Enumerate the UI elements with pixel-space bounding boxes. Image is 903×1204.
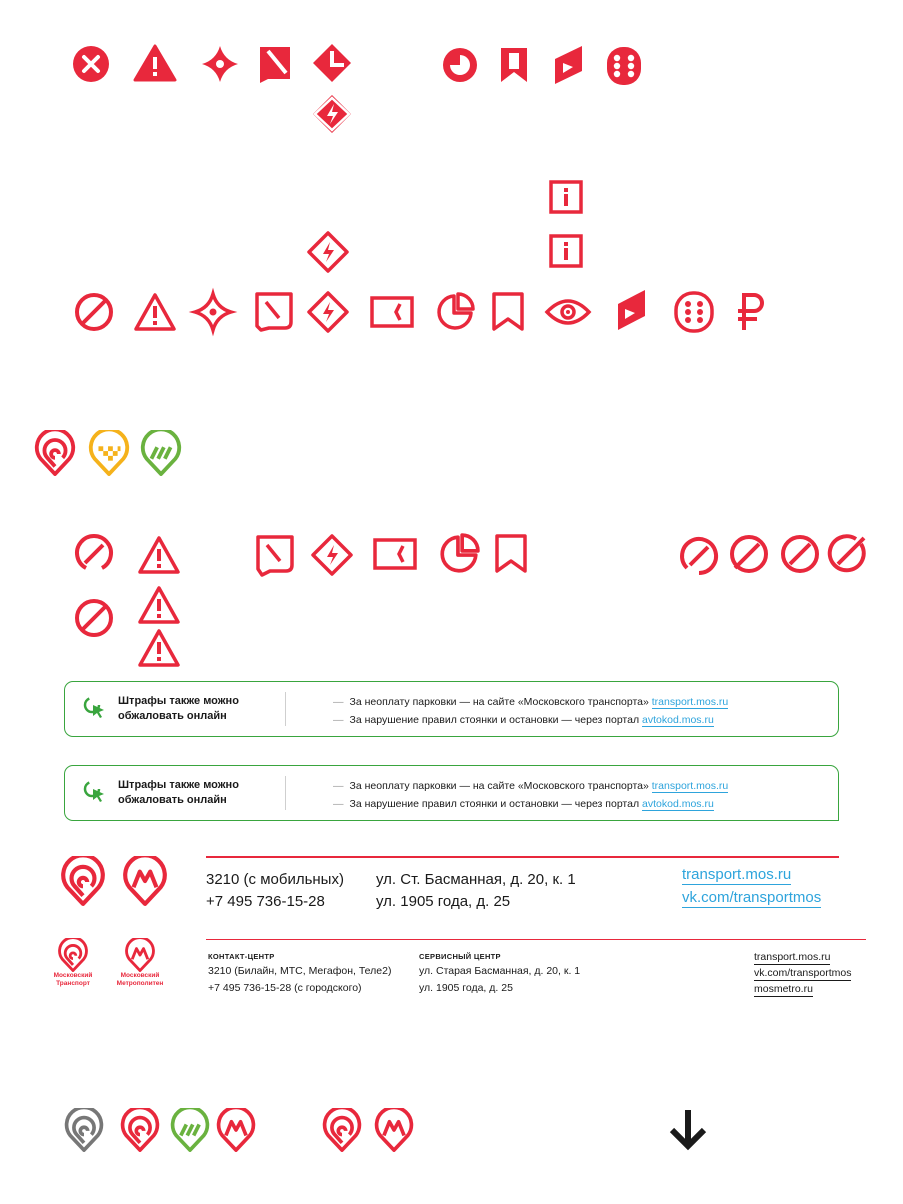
eye-icon	[545, 296, 591, 328]
dash: —	[333, 798, 344, 810]
appeal-line-parking	[333, 696, 728, 708]
service-line-1: ул. Старая Басманная, д. 20, к. 1	[419, 965, 581, 977]
appeal-title: Штрафы также можно обжаловать онлайн	[118, 779, 239, 806]
cursor-click-icon	[83, 780, 107, 804]
mosmetro-link[interactable]: mosmetro.ru	[754, 983, 813, 995]
footer-rule	[206, 939, 866, 940]
bookmark-icon	[492, 292, 524, 332]
transport-link[interactable]: transport.mos.ru	[754, 951, 831, 963]
parking-pin-icon	[138, 430, 184, 476]
no-entry-icon	[74, 534, 114, 574]
metro-pin-icon	[372, 1108, 416, 1152]
metro-pin-icon	[214, 1108, 258, 1152]
ticket-icon	[370, 296, 414, 328]
parking-pin-icon	[168, 1108, 212, 1152]
sparkle-star-icon	[193, 292, 233, 332]
logo-caption: Московский Транспорт	[53, 972, 93, 987]
info-square-icon	[549, 180, 583, 214]
pie-chart-icon	[438, 533, 480, 575]
contact-center-heading: КОНТАКТ-ЦЕНТР	[208, 952, 275, 961]
no-entry-icon	[780, 534, 820, 574]
warning-triangle-icon	[133, 44, 177, 82]
bookmark-icon	[500, 47, 528, 83]
appeal-line-text: За нарушение правил стоянки и остановки — через портал	[349, 798, 640, 810]
mostransport-pin-icon	[58, 856, 108, 906]
footer-rule	[206, 856, 839, 858]
appeal-info-box	[64, 681, 839, 737]
metro-pin-icon	[123, 938, 157, 972]
warning-triangle-icon	[137, 585, 181, 625]
diamond-split-icon	[312, 43, 352, 83]
mostransport-pin-icon	[62, 1108, 106, 1152]
address-1: ул. Ст. Басманная, д. 20, к. 1	[376, 871, 576, 888]
mostransport-logo	[50, 938, 96, 988]
contact-line-1: 3210 (Билайн, МТС, Мегафон, Теле2)	[208, 965, 392, 977]
taxi-pin-icon	[86, 430, 132, 476]
pie-circle-icon	[442, 47, 478, 83]
lightning-diamond-icon	[306, 290, 350, 334]
contact-phone-mobile: 3210 (с мобильных)	[206, 871, 344, 888]
transport-link[interactable]: transport.mos.ru	[682, 866, 792, 883]
contact-line-2: +7 495 736-15-28 (с городского)	[208, 982, 362, 994]
no-entry-icon	[679, 536, 719, 576]
mostransport-pin-icon	[118, 1108, 162, 1152]
arrow-down-icon	[666, 1108, 710, 1152]
appeal-line-text: За нарушение правил стоянки и остановки — через портал	[349, 714, 640, 726]
vk-link[interactable]: vk.com/transportmos	[682, 889, 822, 906]
flag-play-icon	[617, 289, 647, 331]
appeal-info-box	[64, 765, 839, 821]
transport-link[interactable]: transport.mos.ru	[651, 780, 729, 792]
warning-triangle-icon	[137, 628, 181, 668]
bookmark-icon	[495, 534, 527, 574]
appeal-line-stopping	[333, 714, 714, 726]
avtokod-link[interactable]: avtokod.mos.ru	[642, 714, 714, 726]
dash: —	[333, 780, 344, 792]
divider	[285, 692, 286, 726]
logo-caption: Московский Метрополитен	[116, 972, 164, 987]
sparkle-star-icon	[201, 45, 239, 83]
pie-chart-icon	[435, 292, 475, 332]
lightning-diamond-icon	[310, 533, 354, 577]
transport-link[interactable]: transport.mos.ru	[651, 696, 729, 708]
dash: —	[333, 696, 344, 708]
shield-tag-icon	[255, 292, 293, 332]
info-square-icon	[549, 234, 583, 268]
avtokod-link[interactable]: avtokod.mos.ru	[642, 798, 714, 810]
dash: —	[333, 714, 344, 726]
metro-logo	[112, 938, 168, 988]
lightning-diamond-icon	[306, 230, 350, 274]
flag-play-icon	[554, 45, 584, 85]
no-entry-icon	[74, 598, 114, 638]
mostransport-pin-icon	[32, 430, 78, 476]
shield-tag-icon	[256, 535, 294, 577]
appeal-line-text: За неоплату парковки — на сайте «Московского транспорта»	[349, 780, 649, 792]
ticket-icon	[373, 538, 417, 570]
warning-triangle-icon	[137, 535, 181, 575]
cursor-click-icon	[83, 696, 107, 720]
service-line-2: ул. 1905 года, д. 25	[419, 982, 513, 994]
address-2: ул. 1905 года, д. 25	[376, 893, 511, 910]
close-circle-icon	[72, 45, 110, 83]
dice-icon	[674, 291, 714, 333]
metro-pin-icon	[120, 856, 170, 906]
mostransport-pin-icon	[320, 1108, 364, 1152]
appeal-title: Штрафы также можно обжаловать онлайн	[118, 695, 239, 722]
contact-phone-city: +7 495 736-15-28	[206, 893, 325, 910]
ruble-icon	[735, 292, 767, 332]
divider	[285, 776, 286, 810]
no-entry-icon	[828, 534, 868, 574]
service-center-heading: СЕРВИСНЫЙ ЦЕНТР	[419, 952, 501, 961]
appeal-line-stopping	[333, 798, 714, 810]
appeal-line-text: За неоплату парковки — на сайте «Московского транспорта»	[349, 696, 649, 708]
warning-triangle-icon	[133, 292, 177, 332]
mostransport-pin-icon	[56, 938, 90, 972]
vk-link[interactable]: vk.com/transportmos	[754, 967, 852, 979]
no-entry-icon	[74, 292, 114, 332]
lightning-diamond-icon	[312, 94, 352, 134]
dice-icon	[606, 46, 642, 86]
no-entry-icon	[729, 534, 769, 574]
shield-tag-icon	[258, 45, 292, 83]
appeal-line-parking	[333, 780, 728, 792]
